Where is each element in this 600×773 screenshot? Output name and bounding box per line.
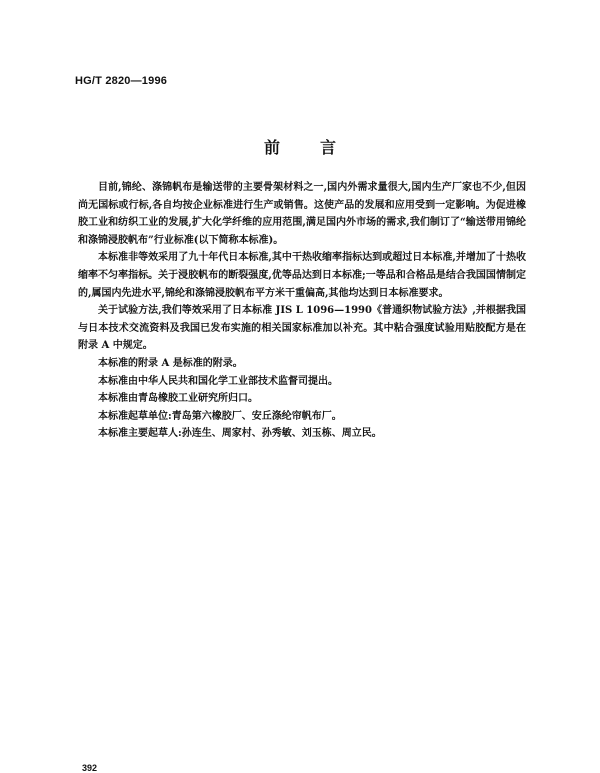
- paragraph-appendix: 本标准的附录 A 是标准的附录。: [98, 357, 243, 369]
- paragraph-proposer: 本标准由中华人民共和国化学工业部技术监督司提出。: [98, 375, 338, 387]
- title-char-1: 前: [263, 138, 280, 157]
- title-char-2: 言: [320, 138, 337, 157]
- foreword-body: [78, 179, 526, 443]
- page-number: 392: [82, 763, 98, 773]
- paragraph-test-methods: 关于试验方法,我们等效采用了日本标准 JIS L 1096—1990《普通织物试验方法》,并根据我国与日本技术交流资料及我国已发布实施的相关国家标准加以补充。其中粘合强度试验用贴胶配方是在附录 A 中规定。: [78, 305, 526, 352]
- paragraph-drafters: 本标准主要起草人:孙连生、周家村、孙秀敏、刘玉栋、周立民。: [98, 428, 382, 440]
- page-title: [0, 135, 600, 158]
- standard-code: HG/T 2820—1996: [75, 75, 168, 87]
- paragraph-background: 目前,锦纶、涤锦帆布是输送带的主要骨架材料之一,国内外需求量很大,国内生产厂家也不少,但因尚无国标或行标,各自均按企业标准进行生产或销售。这使产品的发展和应用受到一定影响。为促进橡胶工业和纺织工业的发展,扩大化学纤维的应用范围,满足国内外市场的需求,我们制订了“输送带用锦纶和涤锦浸胶帆布”行业标准(以下简称本标准)。: [78, 182, 526, 246]
- paragraph-adoption: 本标准非等效采用了九十年代日本标准,其中干热收缩率指标达到或超过日本标准,并增加了十热收缩率不匀率指标。关于浸胶帆布的断裂强度,优等品达到日本标准;一等品和合格品是结合我国国情制定的,属国内先进水平,锦纶和涤锦浸胶帆布平方米干重偏高,其他均达到日本标准要求。: [78, 252, 526, 299]
- paragraph-centralized: 本标准由青岛橡胶工业研究所归口。: [98, 393, 258, 405]
- paragraph-drafting-units: 本标准起草单位:青岛第六橡胶厂、安丘涤纶帘帆布厂。: [98, 410, 342, 422]
